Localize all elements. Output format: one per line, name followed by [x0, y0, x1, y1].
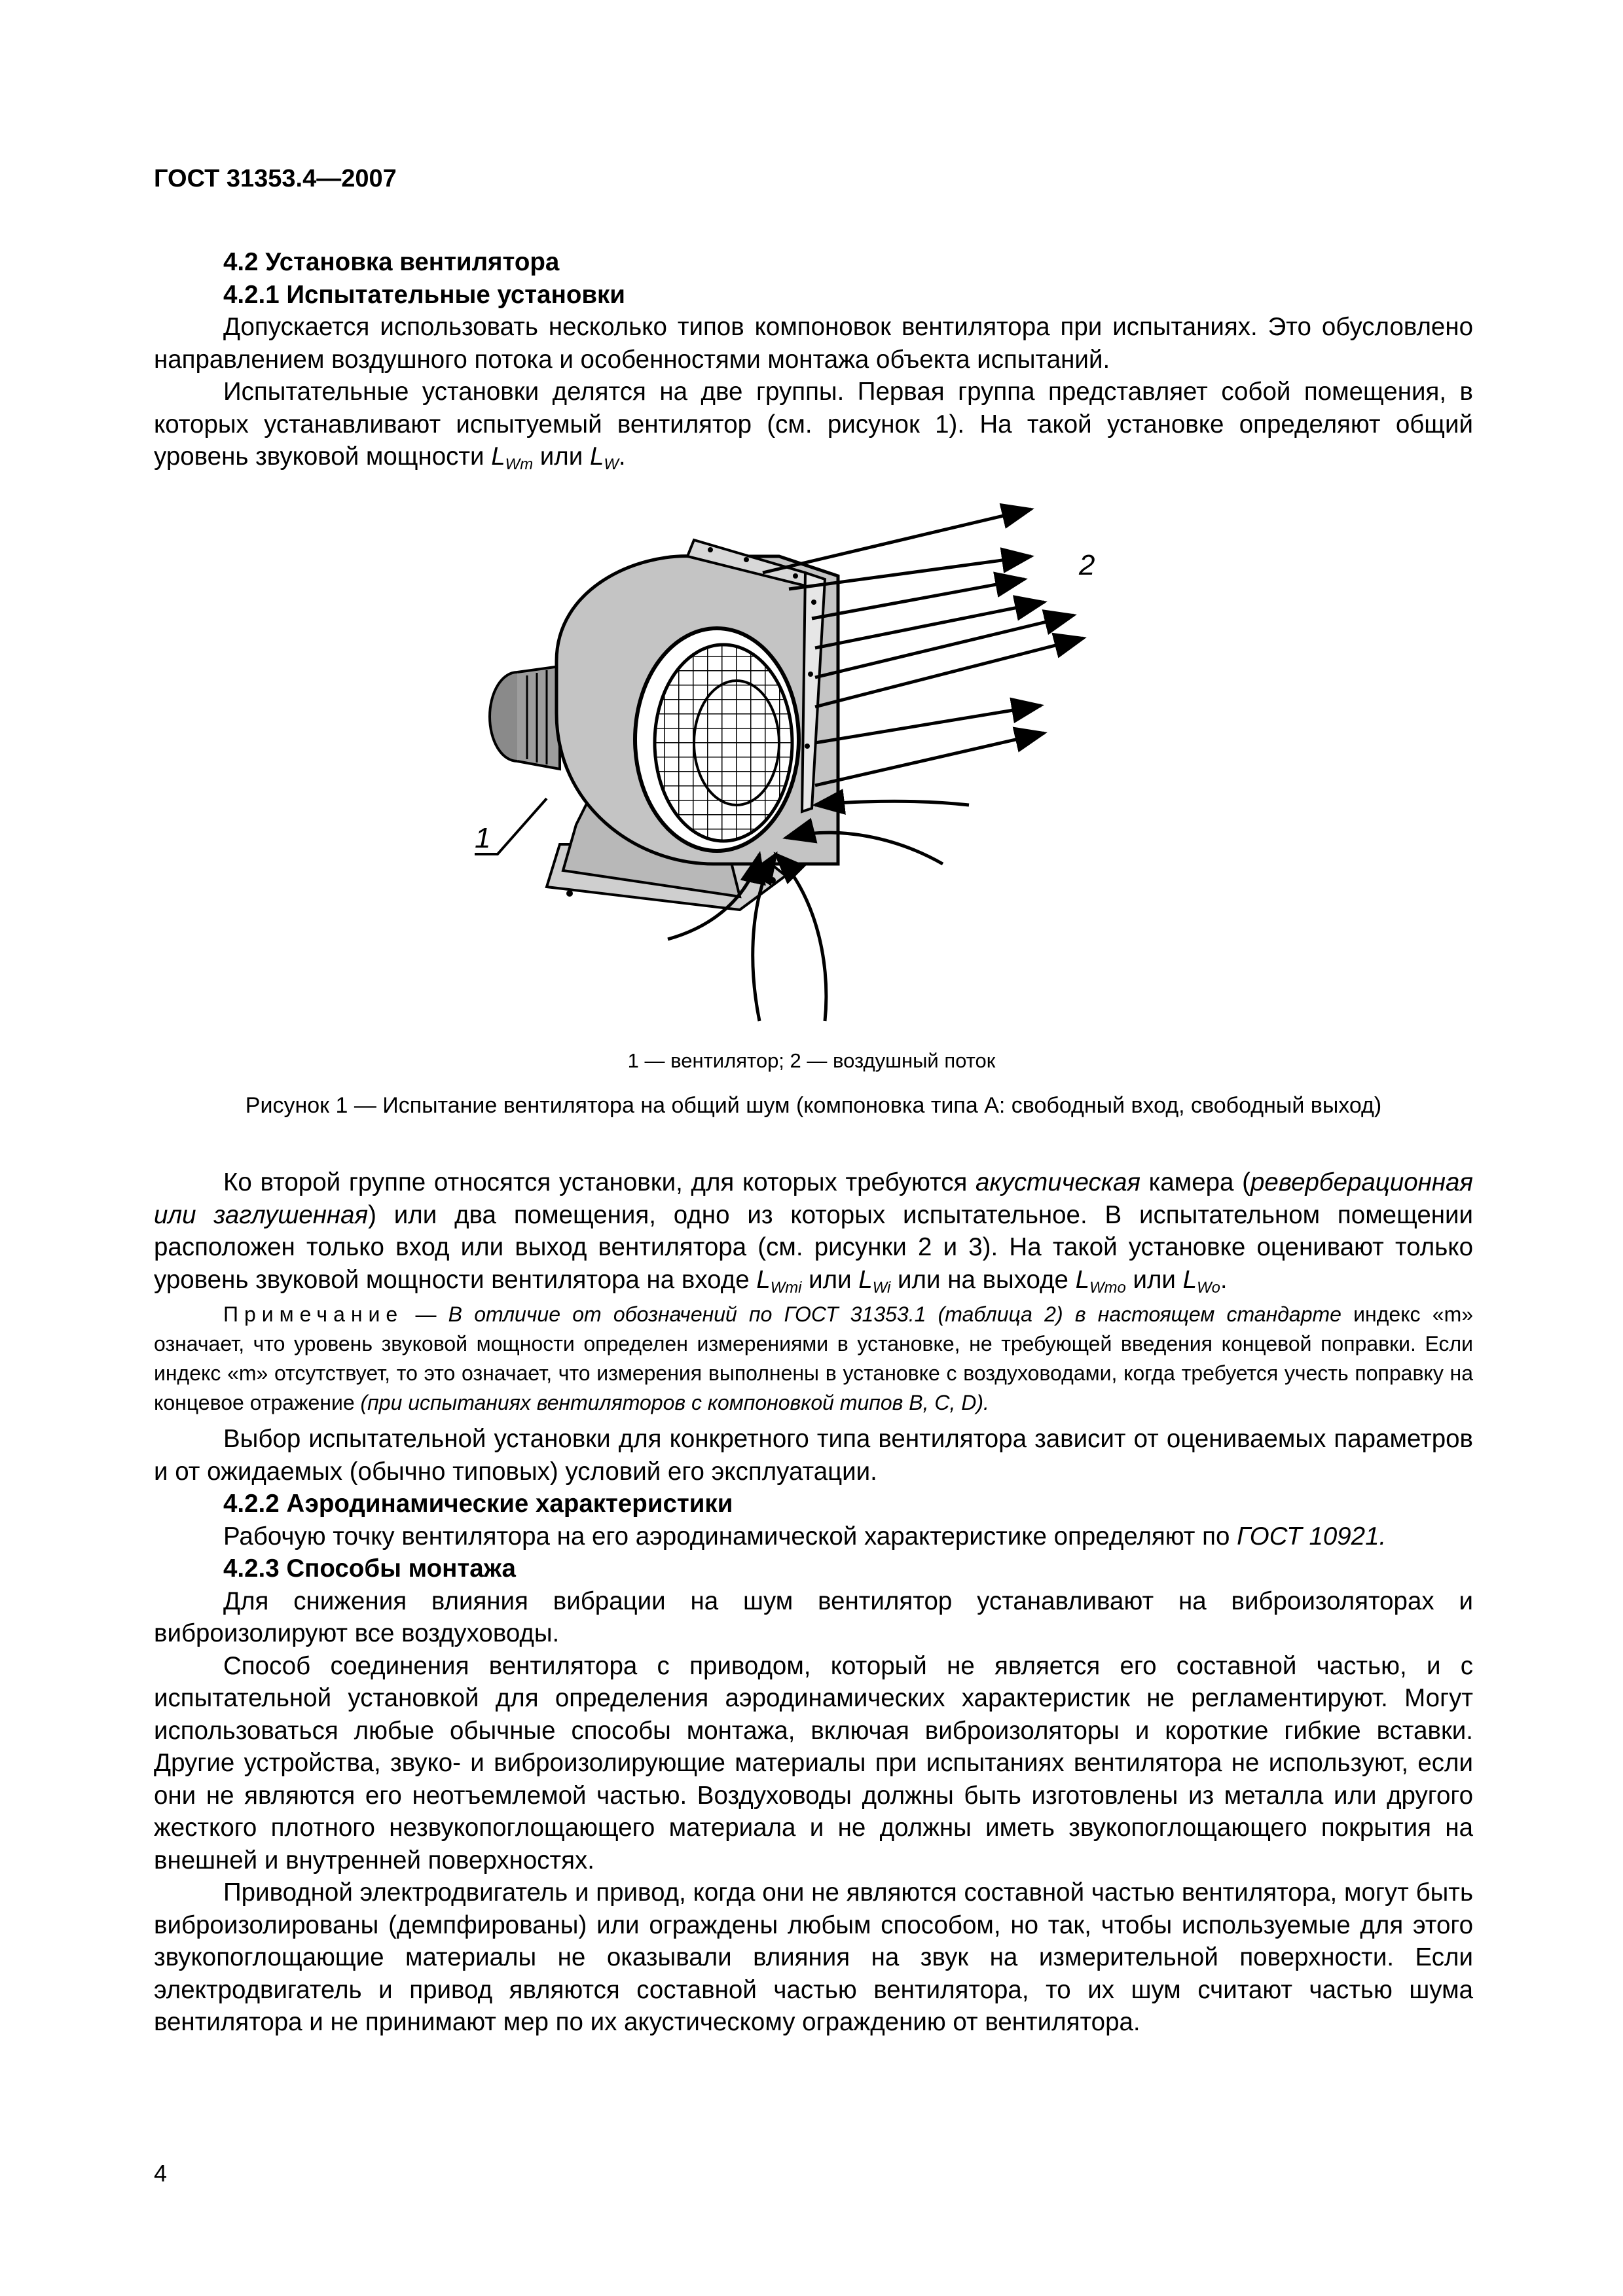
- intro-section: [154, 246, 1473, 473]
- figure-caption: Рисунок 1 — Испытание вентилятора на общий шум (компоновка типа А: свободный вход, свободный выход): [245, 1093, 1382, 1118]
- note-block: Примечание — В отличие от обозначений по ГОСТ 31353.1 (таблица 2) в настоящем стандарте индекс «m» означает, что уровень звуковой мощности определен измерениями в установке, не требующей введения концевой поправки. Если индекс «m» отсутствует, то это означает, что измерения выполнены в установке с воздуховодами, когда требуется учесть поправку на концевое отражение (при испытаниях вентиляторов с компоновкой типов B, C, D).: [154, 1302, 1474, 1414]
- inlet-grille: [635, 628, 799, 851]
- page-number: 4: [154, 2160, 168, 2187]
- fan-figure: [419, 497, 1178, 1034]
- document-header: ГОСТ 31353.4—2007: [154, 165, 397, 192]
- figure-legend: 1 — вентилятор; 2 — воздушный поток: [627, 1049, 996, 1072]
- paragraph-groups: Испытательные установки делятся на две группы. Первая группа представляет собой помещения, в которых устанавливают испытуемый вентилятор (см. рисунок 1). На такой установке определяют общий уровень звуковой мощности $L_{Wm}$ или $L_W$.: [154, 378, 1473, 474]
- paragraph-selection: Выбор испытательной установки для конкретного типа вентилятора зависит от оцениваемых параметров и от ожидаемых (обычно типовых) условий его эксплуатации.: [154, 1425, 1473, 1486]
- paragraph-vibration: Для снижения влияния вибрации на шум вентилятор устанавливают на виброизоляторах и виброизолируют все воздуховоды.: [154, 1587, 1473, 1647]
- section-4-2-1-heading: 4.2.1 Испытательные установки: [223, 280, 625, 309]
- figure-label-2: 2: [1079, 549, 1095, 581]
- section-4-2-3-heading: 4.2.3 Способы монтажа: [223, 1554, 516, 1583]
- motor-hub: [490, 666, 560, 769]
- paragraph-second-group: Ко второй группе относятся установки, для которых требуются акустическая камера (реверберационная или заглушенная) или два помещения, одно из которых испытательное. В испытательном помещении расположен только вход или выход вентилятора (см. рисунки 2 и 3). На такой установке оценивают только уровень звуковой мощности вентилятора на входе $L_{Wmi}$ или $L_{Wi}$ или на выходе $L_{Wmo}$ или $L_{Wo}$.: [154, 1168, 1474, 1297]
- main-section: [154, 1166, 1473, 2039]
- paragraph-aerodynamics: Рабочую точку вентилятора на его аэродинамической характеристике определяют по ГОСТ 10921.: [223, 1522, 1387, 1551]
- section-4-2-heading: 4.2 Установка вентилятора: [223, 248, 560, 276]
- section-4-2-2-heading: 4.2.2 Аэродинамические характеристики: [223, 1490, 733, 1518]
- paragraph-connection: Способ соединения вентилятора с приводом, который не является его составной частью, и с испытательной установкой для определения аэродинамических характеристик не регламентируют. Могут использоваться любые обычные способы монтажа, включая виброизоляторы и короткие гибкие вставки. Другие устройства, звуко- и виброизолирующие материалы при испытаниях вентилятора не используют, если они не являются его неотъемлемой частью. Воздуховоды должны быть изготовлены из металла или другого жесткого плотного незвукопоглощающего материала и не должны иметь звукопоглощающего покрытия на внешней и внутренней поверхностях.: [154, 1651, 1473, 1874]
- paragraph-layouts: Допускается использовать несколько типов компоновок вентилятора при испытаниях. Это обусловлено направлением воздушного потока и особенностями монтажа объекта испытаний.: [154, 313, 1473, 374]
- figure-label-1: 1: [475, 822, 491, 854]
- paragraph-motor: Приводной электродвигатель и привод, когда они не являются составной частью вентилятора, могут быть виброизолированы (демпфированы) или ограждены любым способом, но так, чтобы используемые для этого звукопоглощающие материалы не оказывали влияния на звук на измерительной поверхности. Если электродвигатель и привод являются составной частью вентилятора, то их шум считают частью шума вентилятора и не принимают мер по их акустическому ограждению от вентилятора.: [154, 1878, 1473, 2036]
